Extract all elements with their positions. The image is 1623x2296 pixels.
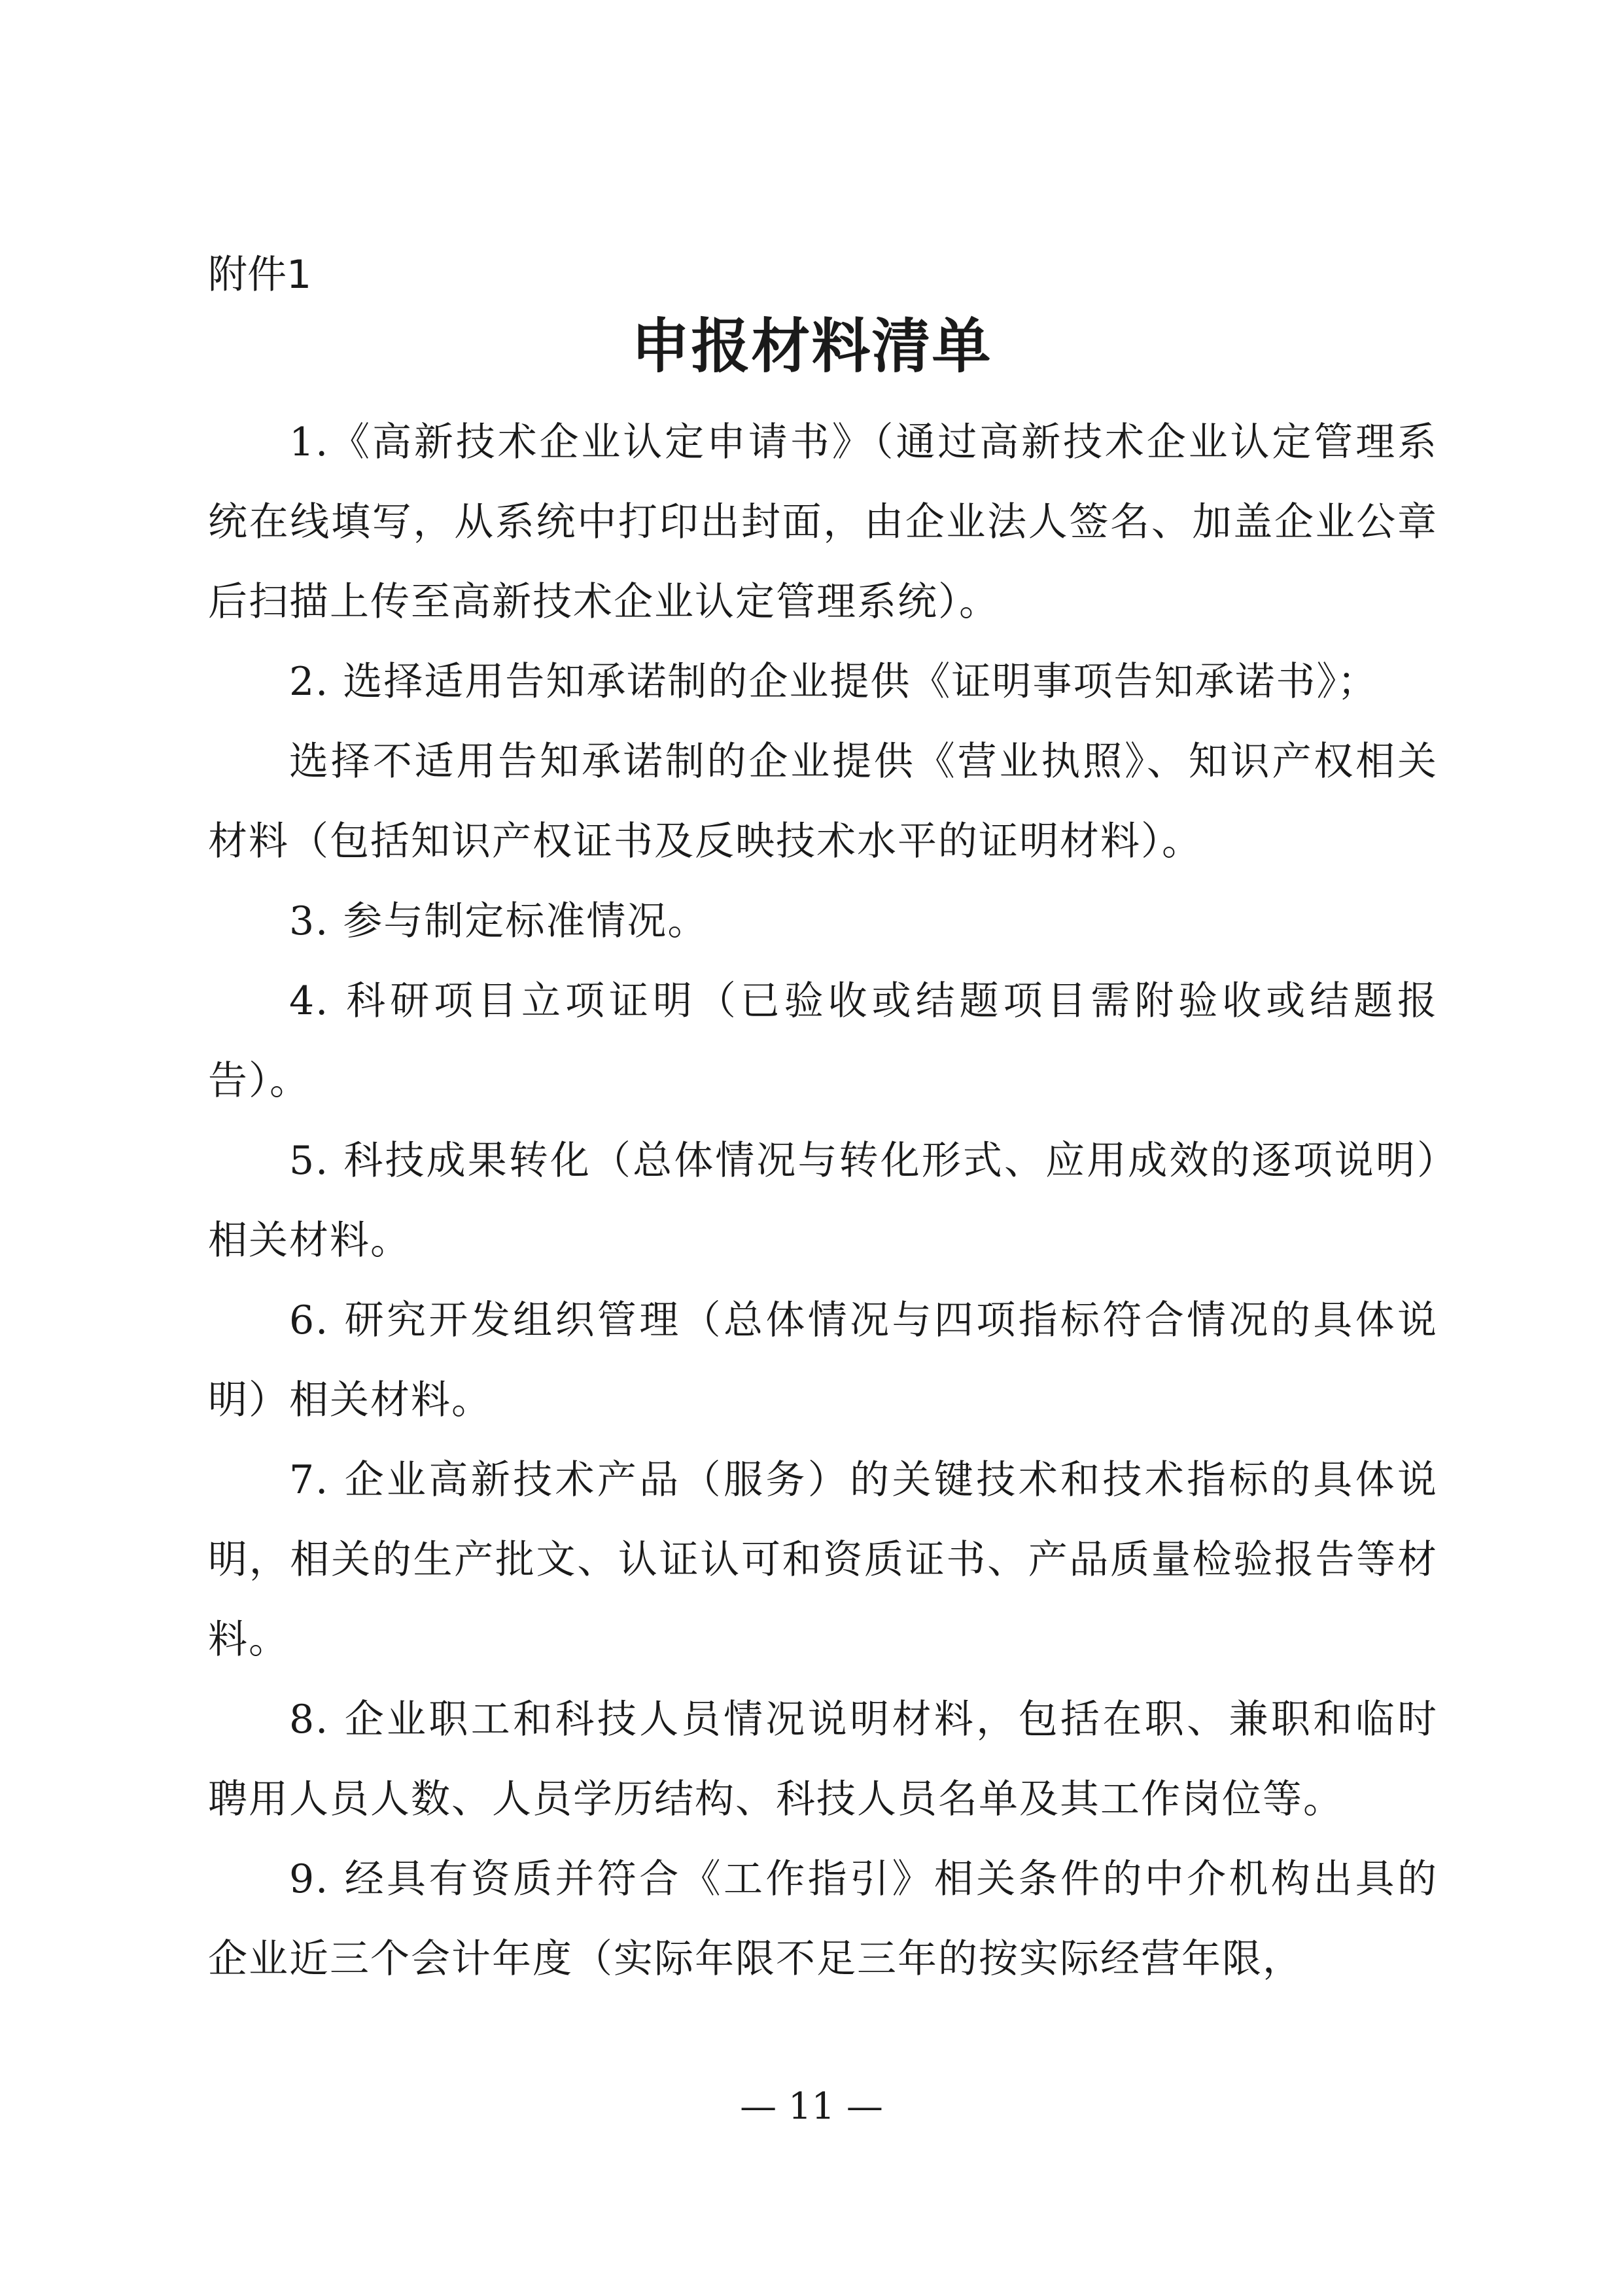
attachment-label: 附件1 bbox=[208, 252, 312, 298]
paragraph-item-4: 4. 科研项目立项证明（已验收或结题项目需附验收或结题报告）。 bbox=[208, 978, 1438, 1104]
paragraph-item-5: 5. 科技成果转化（总体情况与转化形式、应用成效的逐项说明）相关材料。 bbox=[208, 1138, 1438, 1263]
document-body bbox=[208, 402, 1438, 1999]
paragraph-item-2-continued: 选择不适用告知承诺制的企业提供《营业执照》、知识产权相关材料（包括知识产权证书及反映技术水平的证明材料）。 bbox=[208, 739, 1438, 864]
page-number: — 11 — bbox=[740, 2085, 883, 2128]
document-title: 申报材料清单 bbox=[631, 312, 992, 381]
paragraph-item-7: 7. 企业高新技术产品（服务）的关键技术和技术指标的具体说明，相关的生产批文、认证认可和资质证书、产品质量检验报告等材料。 bbox=[208, 1457, 1438, 1663]
paragraph-item-1: 1.《高新技术企业认定申请书》（通过高新技术企业认定管理系统在线填写，从系统中打印出封面，由企业法人签名、加盖企业公章后扫描上传至高新技术企业认定管理系统）。 bbox=[208, 419, 1438, 625]
paragraph-item-9: 9. 经具有资质并符合《工作指引》相关条件的中介机构出具的企业近三个会计年度（实际年限不足三年的按实际经营年限， bbox=[208, 1856, 1438, 1982]
paragraph-item-8: 8. 企业职工和科技人员情况说明材料，包括在职、兼职和临时聘用人员人数、人员学历结构、科技人员名单及其工作岗位等。 bbox=[208, 1697, 1438, 1822]
paragraph-item-3: 3. 参与制定标准情况。 bbox=[289, 898, 708, 944]
paragraph-item-6: 6. 研究开发组织管理（总体情况与四项指标符合情况的具体说明）相关材料。 bbox=[208, 1298, 1438, 1423]
paragraph-item-2: 2. 选择适用告知承诺制的企业提供《证明事项告知承诺书》； bbox=[289, 659, 1378, 705]
